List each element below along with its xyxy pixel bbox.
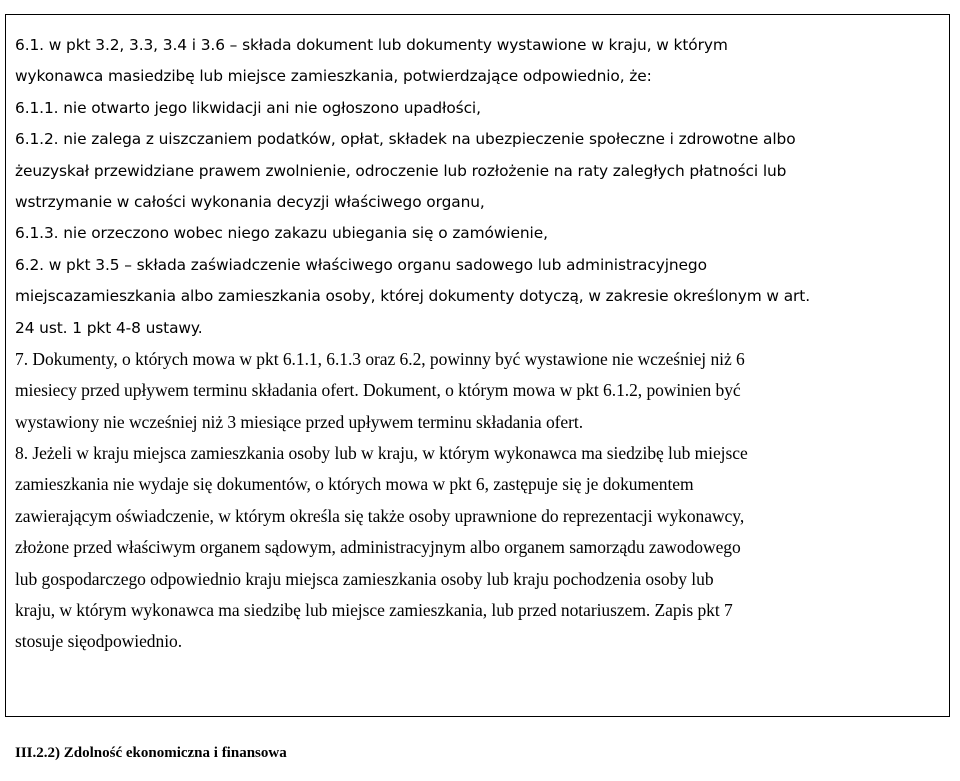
text-line: stosuje sięodpowiednio. — [15, 631, 183, 652]
text-line: 6.1.2. nie zalega z uiszczaniem podatków, opłat, składek na ubezpieczenie społeczne i zdrowotne albo — [15, 130, 796, 149]
text-line: zamieszkania nie wydaje się dokumentów, o których mowa w pkt 6, zastępuje się je dokumentem — [15, 474, 694, 495]
text-line: kraju, w którym wykonawca ma siedzibę lub miejsce zamieszkania, lub przed notariuszem. Zapis pkt 7 — [15, 600, 733, 621]
text-line: 6.2. w pkt 3.5 – składa zaświadczenie właściwego organu sadowego lub administracyjnego — [15, 255, 707, 274]
text-line: 6.1. w pkt 3.2, 3.3, 3.4 i 3.6 – składa dokument lub dokumenty wystawione w kraju, w którym — [15, 36, 728, 54]
text-line: miejscazamieszkania albo zamieszkania osoby, której dokumenty dotyczą, w zakresie określonym w art. — [15, 287, 810, 306]
text-line: lub gospodarczego odpowiednio kraju miejsca zamieszkania osoby lub kraju pochodzenia osoby lub — [15, 568, 714, 589]
text-line: wystawiony nie wcześniej niż 3 miesiące przed upływem terminu składania ofert. — [15, 411, 584, 432]
text-line: żeuzyskał przewidziane prawem zwolnienie, odroczenie lub rozłożenie na raty zaległych płatności lub — [15, 161, 787, 180]
text-line: 6.1.3. nie orzeczono wobec niego zakazu ubiegania się o zamówienie, — [15, 224, 548, 243]
section-heading: III.2.2) Zdolność ekonomiczna i finansowa — [15, 745, 287, 761]
text-line: miesiecy przed upływem terminu składania ofert. Dokument, o którym mowa w pkt 6.1.2, powinien być — [15, 380, 741, 401]
text-line: 8. Jeżeli w kraju miejsca zamieszkania osoby lub w kraju, w którym wykonawca ma siedzibę lub miejsce — [15, 443, 748, 464]
text-line: złożone przed właściwym organem sądowym, administracyjnym albo organem samorządu zawodowego — [15, 537, 741, 558]
document-text — [15, 30, 810, 658]
text-line: zawierającym oświadczenie, w którym określa się także osoby uprawnione do reprezentacji wykonawcy, — [15, 505, 745, 526]
text-line: 7. Dokumenty, o których mowa w pkt 6.1.1, 6.1.3 oraz 6.2, powinny być wystawione nie wcześniej niż 6 — [15, 348, 745, 369]
text-line: 24 ust. 1 pkt 4-8 ustawy. — [15, 318, 203, 337]
text-line: wykonawca masiedzibę lub miejsce zamieszkania, potwierdzające odpowiednio, że: — [15, 67, 652, 86]
text-line: 6.1.1. nie otwarto jego likwidacji ani nie ogłoszono upadłości, — [15, 98, 481, 117]
text-line: wstrzymanie w całości wykonania decyzji właściwego organu, — [15, 192, 485, 211]
